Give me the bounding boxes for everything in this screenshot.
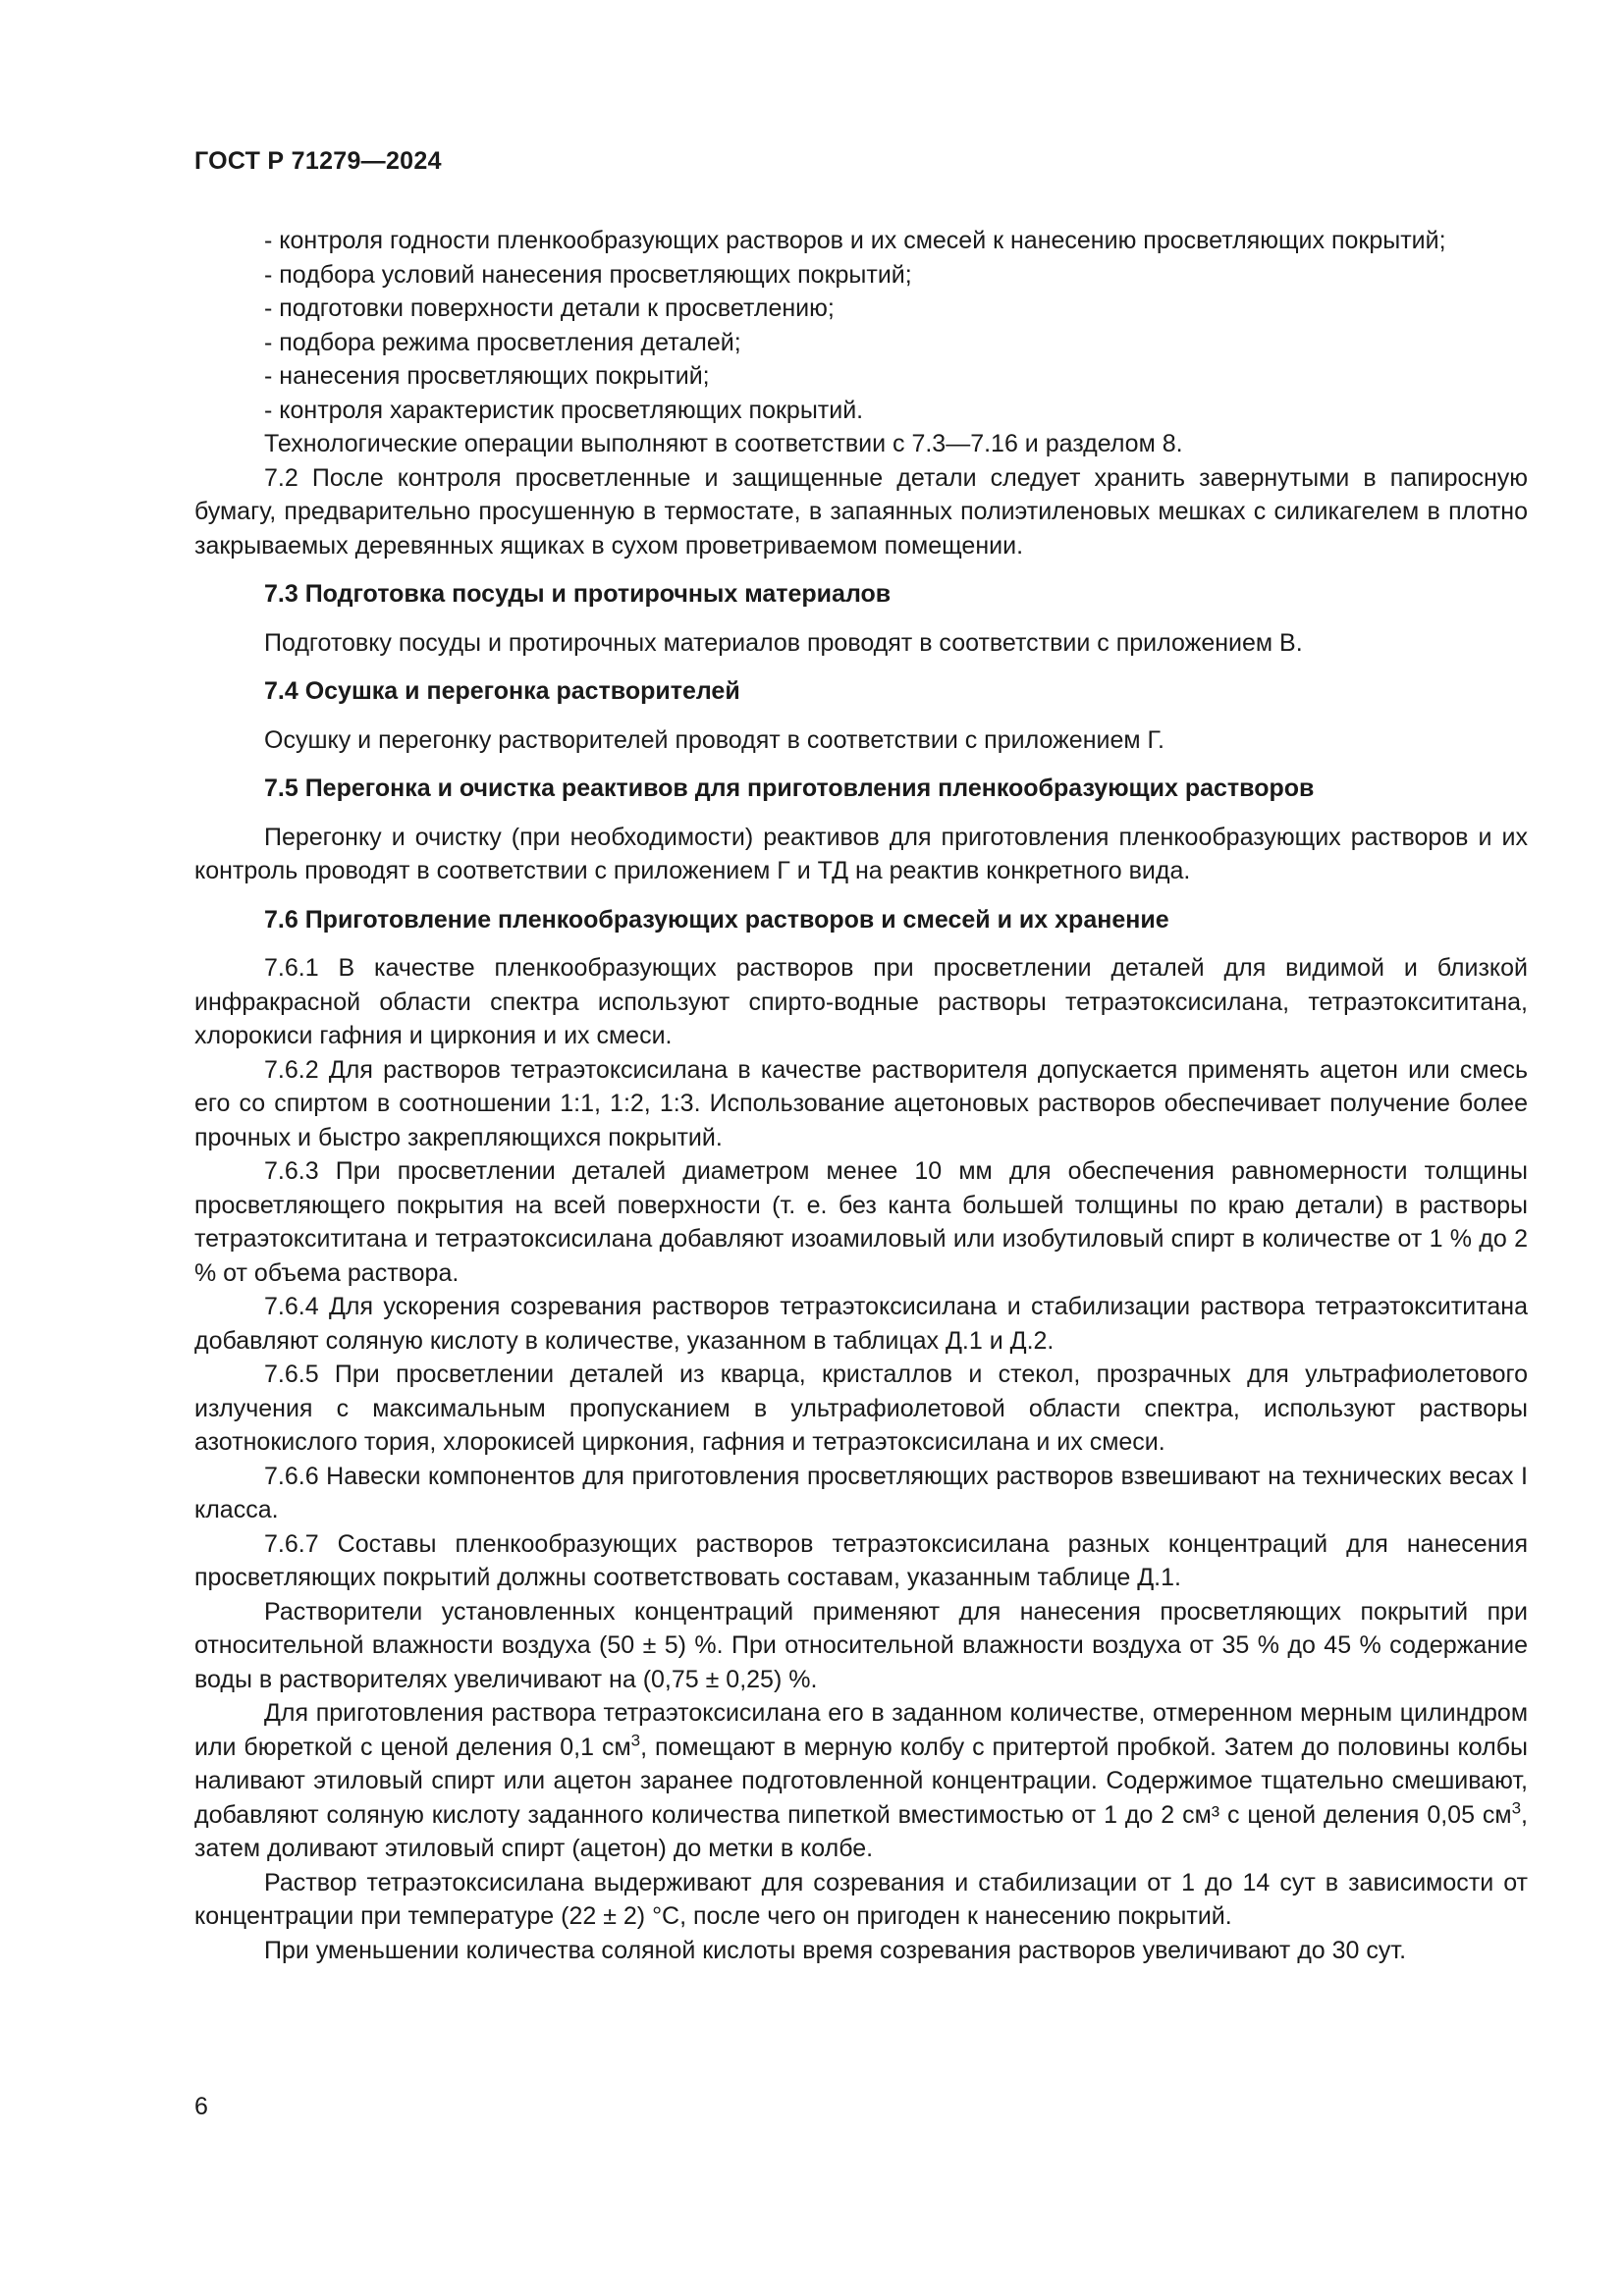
page-number: 6 [194,2093,208,2120]
paragraph-7-6-1: 7.6.1 В качестве пленкообразующих растворов при просветлении деталей для видимой и близкой инфракрасной области спектра используют спирто-водные растворы тетраэтоксисилана, тетраэтоксититана, хлорокиси гафния и циркония и их смеси. [194,954,1528,1049]
list-item: - контроля характеристик просветляющих покрытий. [264,396,864,424]
paragraph-preparation [194,1696,1528,1866]
list-item: - нанесения просветляющих покрытий; [264,362,710,390]
paragraph-7-4: Осушку и перегонку растворителей проводят в соответствии с приложением Г. [264,725,1164,754]
paragraph-maturation: Раствор тетраэтоксисилана выдерживают для созревания и стабилизации от 1 до 14 сут в зависимости от концентрации при температуре (22 ± 2) °С, после чего он пригоден к нанесению покрытий. [194,1868,1528,1930]
superscript-3: 3 [1511,1798,1522,1818]
paragraph-7-6-2: 7.6.2 Для растворов тетраэтоксисилана в качестве растворителя допускается применять ацетон или смесь его со спиртом в соотношении 1:1, 1:2, 1:3. Использование ацетоновых растворов обеспечивает получение более прочных и быстро закрепляющихся покрытий. [194,1055,1528,1151]
paragraph-7-6-5: 7.6.5 При просветлении деталей из кварца, кристаллов и стекол, прозрачных для ультрафиолетового излучения с максимальным пропусканием в ультрафиолетовой области спектра, используют растворы азотнокислого тория, хлорокисей циркония, гафния и тетраэтоксисилана и их смеси. [194,1361,1528,1456]
list-item: - подбора условий нанесения просветляющих покрытий; [264,260,912,289]
paragraph-7-6-4: 7.6.4 Для ускорения созревания растворов тетраэтоксисилана и стабилизации раствора тетраэтоксититана добавляют соляную кислоту в количестве, указанном в таблицах Д.1 и Д.2. [194,1293,1528,1355]
paragraph-7-6-6: 7.6.6 Навески компонентов для приготовления просветляющих растворов взвешивают на технических весах I класса. [194,1462,1528,1523]
section-heading-7-5: 7.5 Перегонка и очистка реактивов для приготовления пленкообразующих растворов [264,774,1315,802]
preparation-text-1: Для приготовления раствора тетраэтоксисилана его в заданном количестве, отмеренном мерным цилиндром или бюреткой с ценой деления 0,1 см [194,1699,1528,1761]
paragraph-7-6-7: 7.6.7 Составы пленкообразующих растворов тетраэтоксисилана разных концентраций для нанесения просветляющих покрытий должны соответствовать составам, указанным таблице Д.1. [194,1529,1528,1591]
paragraph-tech-operations: Технологические операции выполняют в соответствии с 7.3—7.16 и разделом 8. [264,430,1183,457]
list-item: - подбора режима просветления деталей; [264,328,741,356]
document-header: ГОСТ Р 71279—2024 [194,147,442,175]
list-item: - подготовки поверхности детали к просветлению; [264,294,835,322]
section-heading-7-4: 7.4 Осушка и перегонка растворителей [264,677,740,705]
paragraph-acid-reduction: При уменьшении количества соляной кислоты время созревания растворов увеличивают до 30 сут. [264,1936,1407,1964]
paragraph-7-5: Перегонку и очистку (при необходимости) реактивов для приготовления пленкообразующих растворов и их контроль проводят в соответствии с приложением Г и ТД на реактив конкретного вида. [194,823,1528,884]
paragraph-7-6-3: 7.6.3 При просветлении деталей диаметром менее 10 мм для обеспечения равномерности толщины просветляющего покрытия на всей поверхности (т. е. без канта большей толщины по краю детали) в растворы тетраэтоксититана и тетраэтоксисилана добавляют изоамиловый или изобутиловый спирт в количестве от 1 % до 2 % от объема раствора. [194,1157,1528,1287]
preparation-text-2: , помещают в мерную колбу с притертой пробкой. Затем до половины колбы наливают этиловый спирт или ацетон заранее подготовленной концентрации. Содержимое тщательно смешивают, добавляют соляную кислоту заданного количества пипеткой вместимостью от 1 до 2 см³ с ценой деления 0,05 см [194,1733,1528,1829]
section-heading-7-3: 7.3 Подготовка посуды и протирочных материалов [264,580,892,608]
paragraph-7-2: 7.2 После контроля просветленные и защищенные детали следует хранить завернутыми в папиросную бумагу, предварительно просушенную в термостате, в запаянных полиэтиленовых мешках с силикагелем в плотно закрываемых деревянных ящиках в сухом проветриваемом помещении. [194,463,1528,560]
section-heading-7-6: 7.6 Приготовление пленкообразующих растворов и смесей и их хранение [264,905,1169,934]
document-body [194,224,1528,1967]
list-item: - контроля годности пленкообразующих растворов и их смесей к нанесению просветляющих покрытий; [264,227,1446,254]
paragraph-solvents: Растворители установленных концентраций применяют для нанесения просветляющих покрытий при относительной влажности воздуха (50 ± 5) %. При относительной влажности воздуха от 35 % до 45 % содержание воды в растворителях увеличивают на (0,75 ± 0,25) %. [194,1597,1528,1693]
paragraph-7-3: Подготовку посуды и протирочных материалов проводят в соответствии с приложением В. [264,628,1303,657]
superscript-3: 3 [630,1731,641,1750]
preparation-text-3: , затем доливают этиловый спирт (ацетон) до метки в колбе. [194,1800,1528,1862]
